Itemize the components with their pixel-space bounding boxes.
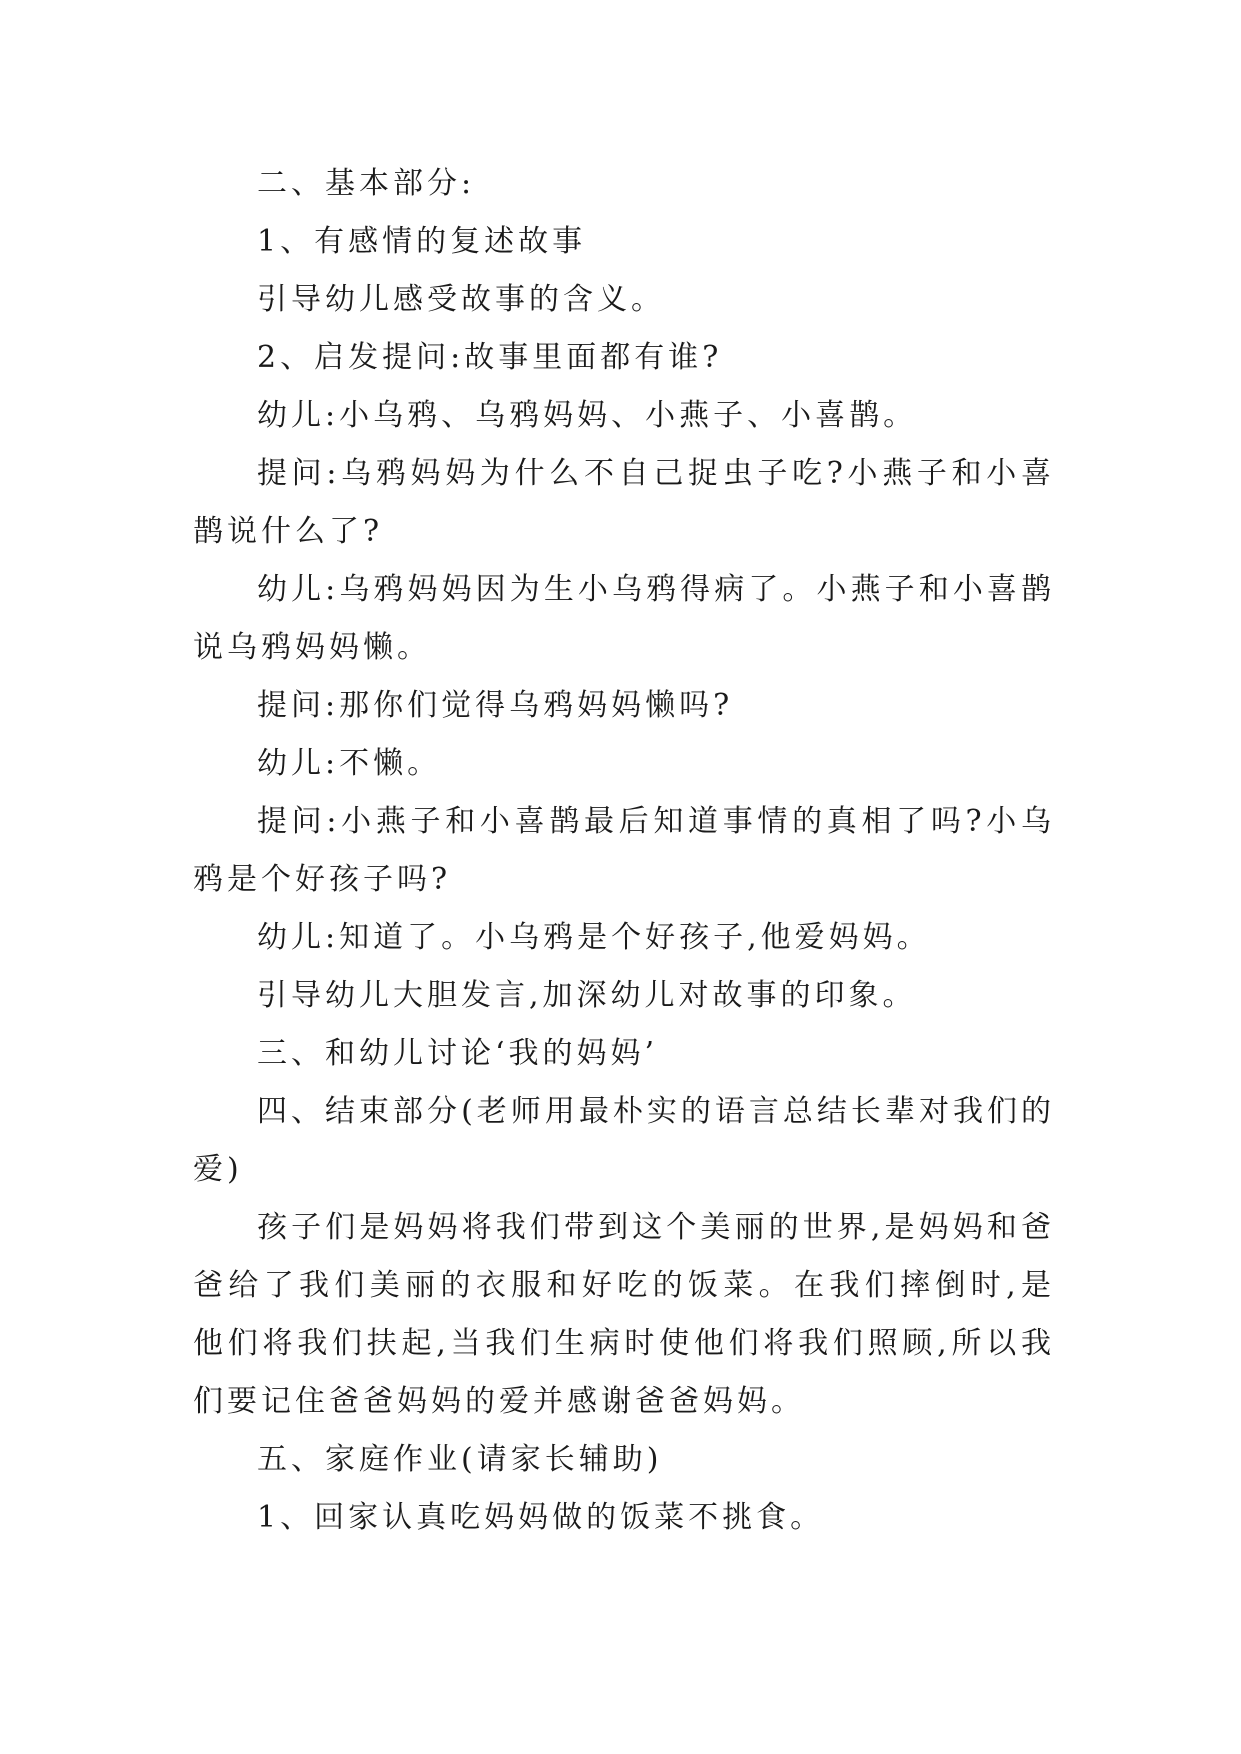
paragraph: 孩子们是妈妈将我们带到这个美丽的世界,是妈妈和爸爸给了我们美丽的衣服和好吃的饭菜。在我们摔倒时,是他们将我们扶起,当我们生病时使他们将我们照顾,所以我们要记住爸爸妈妈的爱并感谢爸爸妈妈。 [193,1210,1055,1419]
paragraph: 提问:乌鸦妈妈为什么不自己捉虫子吃?小燕子和小喜鹊说什么了? [193,456,1055,549]
paragraph: 幼儿:不懒。 [257,746,442,781]
document-body [193,155,1055,1547]
paragraph: 提问:小燕子和小喜鹊最后知道事情的真相了吗?小乌鸦是个好孩子吗? [193,804,1055,897]
section-heading-basic: 二、基本部分: [257,166,476,201]
paragraph: 幼儿:乌鸦妈妈因为生小乌鸦得病了。小燕子和小喜鹊说乌鸦妈妈懒。 [193,572,1055,665]
paragraph: 幼儿:小乌鸦、乌鸦妈妈、小燕子、小喜鹊。 [257,398,918,433]
list-item: 2、启发提问:故事里面都有谁? [257,340,723,375]
paragraph: 引导幼儿感受故事的含义。 [257,282,665,317]
paragraph: 幼儿:知道了。小乌鸦是个好孩子,他爱妈妈。 [257,920,931,955]
section-heading-discussion: 三、和幼儿讨论‘我的妈妈’ [257,1036,659,1071]
list-item: 1、回家认真吃妈妈做的饭菜不挑食。 [257,1500,825,1535]
paragraph: 提问:那你们觉得乌鸦妈妈懒吗? [257,688,734,723]
section-heading-homework: 五、家庭作业(请家长辅助) [257,1442,663,1477]
list-item: 1、有感情的复述故事 [257,224,587,259]
section-heading-ending: 四、结束部分(老师用最朴实的语言总结长辈对我们的爱) [193,1094,1055,1187]
paragraph: 引导幼儿大胆发言,加深幼儿对故事的印象。 [257,978,917,1013]
